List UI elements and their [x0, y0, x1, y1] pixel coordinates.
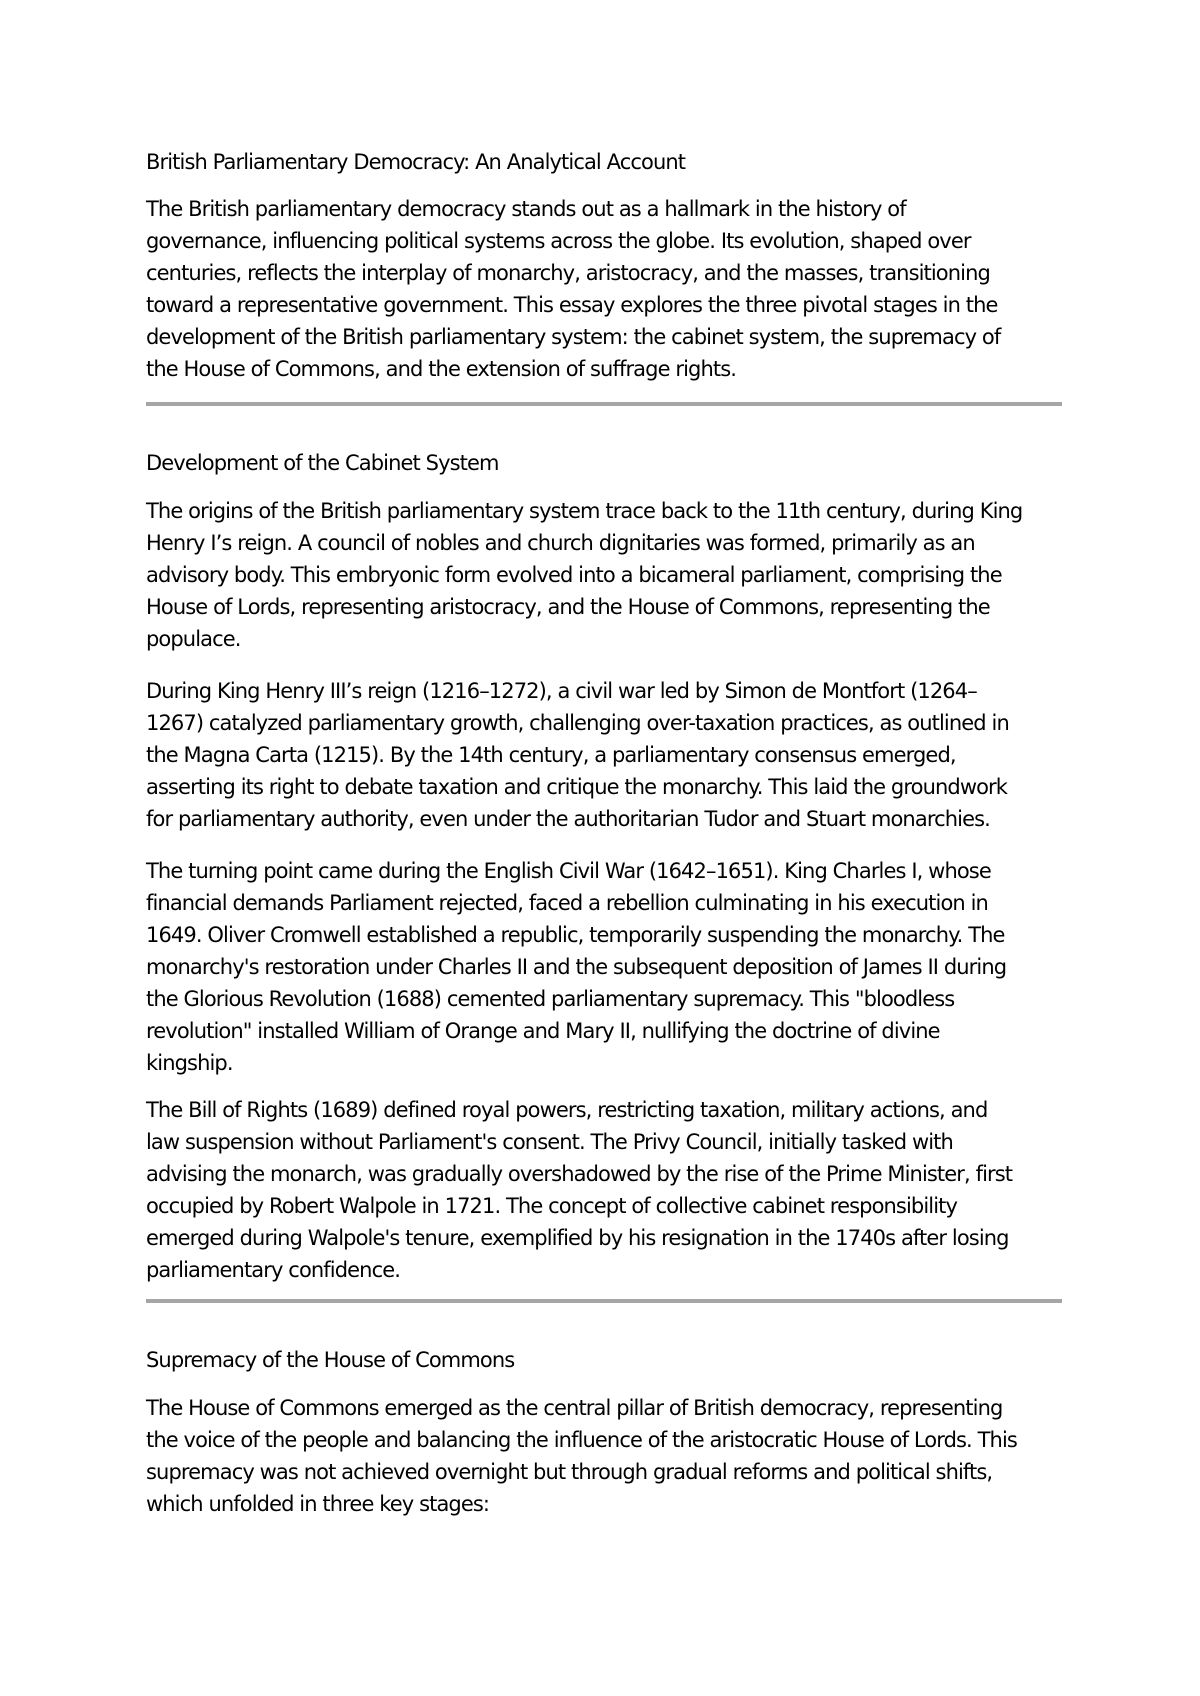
body-paragraph	[146, 1094, 1066, 1286]
text-line: governance, influencing political systems across the globe. Its evolution, shaped over	[146, 229, 971, 253]
text-line: toward a representative government. This essay explores the three pivotal stages in the	[146, 293, 998, 317]
text-line: Henry I’s reign. A council of nobles and church dignitaries was formed, primarily as an	[146, 531, 975, 555]
text-line: advisory body. This embryonic form evolved into a bicameral parliament, comprising the	[146, 563, 1002, 587]
horizontal-divider	[146, 402, 1062, 406]
text-line: occupied by Robert Walpole in 1721. The concept of collective cabinet responsibility	[146, 1194, 957, 1218]
intro-paragraph	[146, 193, 1066, 385]
text-line: kingship.	[146, 1051, 233, 1075]
body-paragraph	[146, 675, 1066, 835]
text-line: During King Henry III’s reign (1216–1272), a civil war led by Simon de Montfort (1264–	[146, 679, 977, 703]
text-line: asserting its right to debate taxation and critique the monarchy. This laid the groundwork	[146, 775, 1008, 799]
text-line: the Glorious Revolution (1688) cemented parliamentary supremacy. This "bloodless	[146, 987, 955, 1011]
text-line: for parliamentary authority, even under the authoritarian Tudor and Stuart monarchies.	[146, 807, 990, 831]
text-line: financial demands Parliament rejected, faced a rebellion culminating in his execution in	[146, 891, 988, 915]
text-line: revolution" installed William of Orange and Mary II, nullifying the doctrine of divine	[146, 1019, 940, 1043]
text-line: the House of Commons, and the extension of suffrage rights.	[146, 357, 737, 381]
text-line: law suspension without Parliament's consent. The Privy Council, initially tasked with	[146, 1130, 953, 1154]
body-paragraph	[146, 1392, 1066, 1520]
section-heading: Development of the Cabinet System	[146, 451, 499, 475]
document-title: British Parliamentary Democracy: An Analytical Account	[146, 150, 686, 174]
text-line: monarchy's restoration under Charles II and the subsequent deposition of James II during	[146, 955, 1007, 979]
text-line: 1649. Oliver Cromwell established a republic, temporarily suspending the monarchy. The	[146, 923, 1005, 947]
text-line: which unfolded in three key stages:	[146, 1492, 490, 1516]
text-line: 1267) catalyzed parliamentary growth, challenging over-taxation practices, as outlined in	[146, 711, 1009, 735]
text-line: The British parliamentary democracy stands out as a hallmark in the history of	[146, 197, 906, 221]
text-line: The turning point came during the English Civil War (1642–1651). King Charles I, whose	[146, 859, 991, 883]
text-line: advising the monarch, was gradually overshadowed by the rise of the Prime Minister, first	[146, 1162, 1013, 1186]
text-line: populace.	[146, 627, 241, 651]
text-line: the Magna Carta (1215). By the 14th century, a parliamentary consensus emerged,	[146, 743, 956, 767]
text-line: House of Lords, representing aristocracy, and the House of Commons, representing the	[146, 595, 990, 619]
section-heading: Supremacy of the House of Commons	[146, 1348, 515, 1372]
text-line: The origins of the British parliamentary system trace back to the 11th century, during King	[146, 499, 1023, 523]
text-line: development of the British parliamentary system: the cabinet system, the supremacy of	[146, 325, 1001, 349]
text-line: The House of Commons emerged as the central pillar of British democracy, representing	[146, 1396, 1003, 1420]
text-line: supremacy was not achieved overnight but through gradual reforms and political shifts,	[146, 1460, 993, 1484]
text-line: emerged during Walpole's tenure, exemplified by his resignation in the 1740s after losing	[146, 1226, 1009, 1250]
text-line: parliamentary confidence.	[146, 1258, 401, 1282]
body-paragraph	[146, 495, 1066, 655]
text-line: the voice of the people and balancing the influence of the aristocratic House of Lords. This	[146, 1428, 1017, 1452]
text-line: The Bill of Rights (1689) defined royal powers, restricting taxation, military actions, and	[146, 1098, 988, 1122]
horizontal-divider	[146, 1299, 1062, 1303]
body-paragraph	[146, 855, 1066, 1079]
text-line: centuries, reflects the interplay of monarchy, aristocracy, and the masses, transitioning	[146, 261, 990, 285]
